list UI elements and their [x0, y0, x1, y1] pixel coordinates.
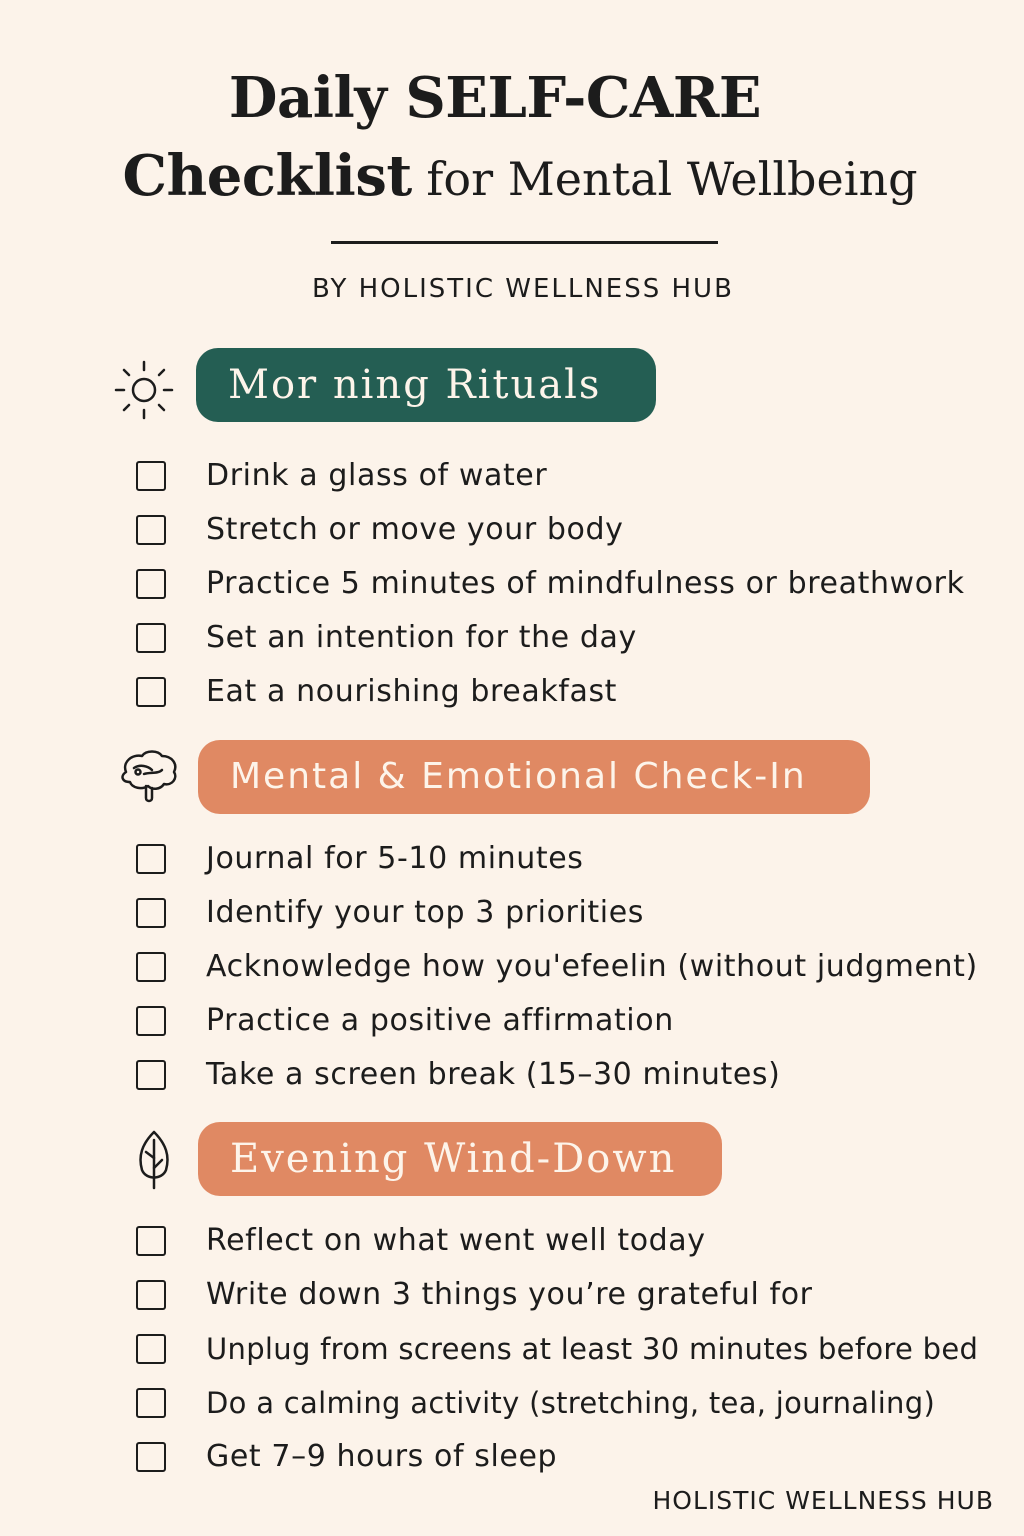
checklist-item	[136, 456, 547, 496]
checkbox[interactable]	[136, 1334, 166, 1364]
checklist-item	[136, 1383, 935, 1423]
page-title-line1: Daily SELF-CARE	[228, 65, 762, 131]
section-heading-mental-emotional-check-in: Mental & Emotional Check-In	[198, 740, 870, 814]
checklist-item-label: Journal for 5-10 minutes	[206, 841, 584, 876]
checklist-item-label: Identify your top 3 priorities	[206, 895, 645, 930]
checkbox[interactable]	[136, 1060, 166, 1090]
leaf-icon	[122, 1128, 186, 1192]
title-divider	[331, 241, 718, 244]
checklist-item	[136, 1437, 557, 1477]
checkbox[interactable]	[136, 898, 166, 928]
checkbox[interactable]	[136, 1280, 166, 1310]
checkbox[interactable]	[136, 461, 166, 491]
checklist-item-label: Acknowledge how you'efeelin (without judgment)	[206, 949, 978, 984]
checklist-item	[136, 1001, 674, 1041]
footer-brand: HOLISTIC WELLNESS HUB	[652, 1486, 994, 1515]
checkbox[interactable]	[136, 952, 166, 982]
checklist-item	[136, 672, 617, 712]
checklist-item-label: Write down 3 things you’re grateful for	[206, 1277, 813, 1312]
checklist-item-label: Drink a glass of water	[206, 458, 548, 493]
checklist-item-label: Stretch or move your body	[206, 512, 624, 547]
checklist-item-label: Set an intention for the day	[206, 620, 637, 655]
checklist-item	[136, 1221, 706, 1261]
checkbox[interactable]	[136, 569, 166, 599]
checkbox[interactable]	[136, 677, 166, 707]
checkbox[interactable]	[136, 1388, 166, 1418]
checklist-item	[136, 618, 637, 658]
checkbox[interactable]	[136, 1226, 166, 1256]
section-heading-evening-wind-down: Evening Wind-Down	[198, 1122, 722, 1196]
checkbox[interactable]	[136, 1442, 166, 1472]
checklist-item-label: Do a calming activity (stretching, tea, journaling)	[206, 1386, 936, 1420]
checkbox[interactable]	[136, 844, 166, 874]
brain-icon	[116, 744, 180, 808]
checklist-item-label: Take a screen break (15–30 minutes)	[206, 1057, 781, 1092]
checklist-item	[136, 1055, 780, 1095]
checklist-item-label: Eat a nourishing breakfast	[206, 674, 618, 709]
checklist-item-label: Practice a positive affirmation	[206, 1003, 674, 1038]
section-heading-morning-rituals: Mor ning Rituals	[196, 348, 656, 422]
page-title-subtitle: for Mental Wellbeing	[411, 152, 918, 206]
checklist-item-label: Practice 5 minutes of mindfulness or breathwork	[206, 566, 965, 601]
checkbox[interactable]	[136, 515, 166, 545]
checklist-item	[136, 1329, 978, 1369]
checklist-item-label: Reflect on what went well today	[206, 1223, 706, 1258]
checklist-item-label: Get 7–9 hours of sleep	[206, 1439, 558, 1474]
byline: BY HOLISTIC WELLNESS HUB	[312, 274, 734, 304]
checklist-item	[136, 564, 965, 604]
checklist-item-label: Unplug from screens at least 30 minutes before bed	[206, 1332, 979, 1366]
page-title-line2	[0, 140, 1024, 215]
checkbox[interactable]	[136, 1006, 166, 1036]
checklist-item	[136, 839, 584, 879]
sun-icon	[112, 358, 176, 422]
checklist-item	[136, 510, 623, 550]
checklist-item	[136, 1275, 813, 1315]
page-title-checklist: Checklist	[122, 143, 412, 209]
checkbox[interactable]	[136, 623, 166, 653]
checklist-item	[136, 893, 644, 933]
checklist-item	[136, 947, 978, 987]
